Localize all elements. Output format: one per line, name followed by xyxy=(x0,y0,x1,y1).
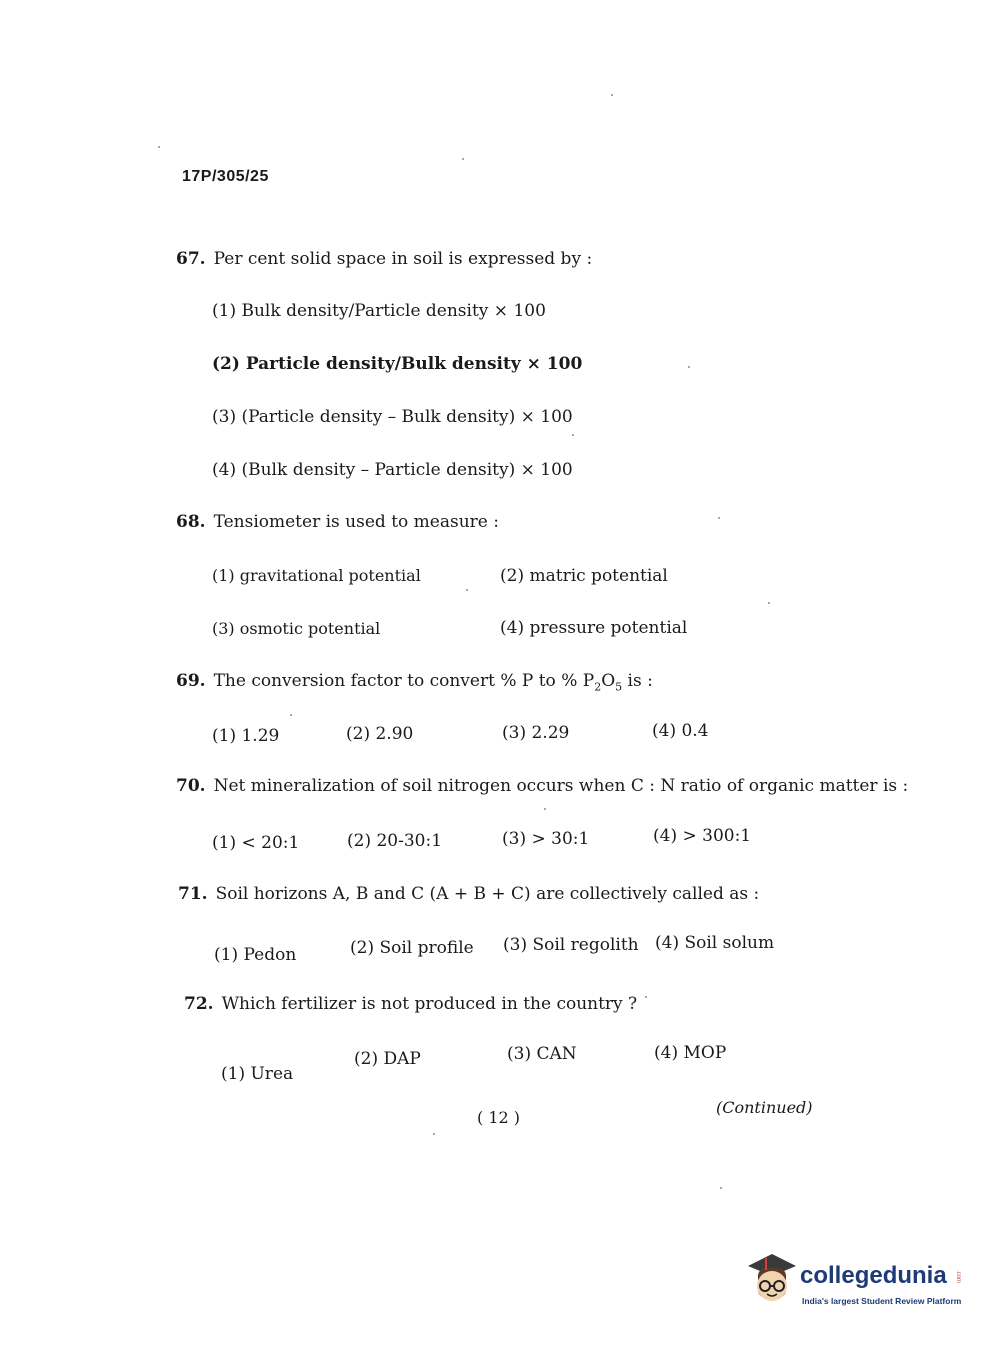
scan-speck xyxy=(433,1133,435,1135)
q69-option-4: (4) 0.4 xyxy=(652,721,709,741)
question-69 xyxy=(176,671,653,693)
question-70 xyxy=(176,776,908,796)
question-text: Net mineralization of soil nitrogen occurs when C : N ratio of organic matter is : xyxy=(213,776,909,796)
question-72 xyxy=(184,994,637,1014)
page-number: ( 12 ) xyxy=(477,1108,521,1127)
question-number: 68. xyxy=(176,512,206,532)
scan-speck xyxy=(544,808,546,810)
q72-option-4: (4) MOP xyxy=(654,1043,727,1063)
q71-option-4: (4) Soil solum xyxy=(655,933,775,953)
scan-speck xyxy=(572,434,574,436)
brand-suffix: .com xyxy=(955,1270,961,1284)
q68-option-3: (3) osmotic potential xyxy=(212,619,381,638)
continued-note: (Continued) xyxy=(716,1098,813,1117)
q67-option-3: (3) (Particle density – Bulk density) × 100 xyxy=(212,407,573,427)
scan-speck xyxy=(768,602,770,604)
q70-option-1: (1) < 20:1 xyxy=(212,833,300,853)
q68-option-2: (2) matric potential xyxy=(500,566,668,586)
q68-option-1: (1) gravitational potential xyxy=(212,566,421,585)
q70-option-2: (2) 20-30:1 xyxy=(347,831,443,851)
question-number: 72. xyxy=(184,994,214,1014)
scan-speck xyxy=(466,589,468,591)
q70-option-4: (4) > 300:1 xyxy=(653,826,752,846)
question-number: 67. xyxy=(176,249,206,269)
scan-speck xyxy=(645,996,647,998)
q71-option-2: (2) Soil profile xyxy=(350,938,474,958)
question-71 xyxy=(178,884,759,904)
scan-speck xyxy=(720,1187,722,1189)
q70-option-3: (3) > 30:1 xyxy=(502,829,590,849)
question-text: The conversion factor to convert % P to % P xyxy=(213,671,595,691)
q69-option-1: (1) 1.29 xyxy=(212,726,280,746)
brand-tagline: India's largest Student Review Platform xyxy=(802,1296,962,1306)
question-68 xyxy=(176,512,499,532)
question-67 xyxy=(176,249,592,269)
question-text: Soil horizons A, B and C (A + B + C) are collectively called as : xyxy=(215,884,760,904)
scan-speck xyxy=(462,158,464,160)
scan-speck xyxy=(718,517,720,519)
question-number: 71. xyxy=(178,884,208,904)
q72-option-2: (2) DAP xyxy=(354,1049,421,1069)
brand-name: collegedunia xyxy=(800,1262,947,1289)
question-text: is : xyxy=(622,671,653,691)
question-number: 69. xyxy=(176,671,206,691)
paper-code: 17P/305/25 xyxy=(182,168,269,185)
q67-option-1: (1) Bulk density/Particle density × 100 xyxy=(212,301,546,321)
question-text: Which fertilizer is not produced in the country ? xyxy=(221,994,638,1014)
mascot-icon xyxy=(742,1250,800,1314)
q67-option-2: (2) Particle density/Bulk density × 100 xyxy=(212,354,583,374)
question-text: Tensiometer is used to measure : xyxy=(213,512,499,532)
q69-option-3: (3) 2.29 xyxy=(502,723,570,743)
q72-option-1: (1) Urea xyxy=(221,1064,294,1084)
q69-option-2: (2) 2.90 xyxy=(346,724,414,744)
scan-speck xyxy=(290,714,292,716)
scan-speck xyxy=(688,366,690,368)
q72-option-3: (3) CAN xyxy=(507,1044,577,1064)
q67-option-4: (4) (Bulk density – Particle density) × 100 xyxy=(212,460,573,480)
question-text: Per cent solid space in soil is expressed by : xyxy=(213,249,593,269)
scan-speck xyxy=(611,94,613,96)
q71-option-3: (3) Soil regolith xyxy=(503,935,639,955)
q68-option-4: (4) pressure potential xyxy=(500,618,688,638)
collegedunia-watermark xyxy=(742,1250,972,1320)
q71-option-1: (1) Pedon xyxy=(214,945,297,965)
question-number: 70. xyxy=(176,776,206,796)
scan-speck xyxy=(158,146,160,148)
subscript: 2 xyxy=(594,680,602,694)
question-text: O xyxy=(601,671,616,691)
subscript: 5 xyxy=(615,680,623,694)
